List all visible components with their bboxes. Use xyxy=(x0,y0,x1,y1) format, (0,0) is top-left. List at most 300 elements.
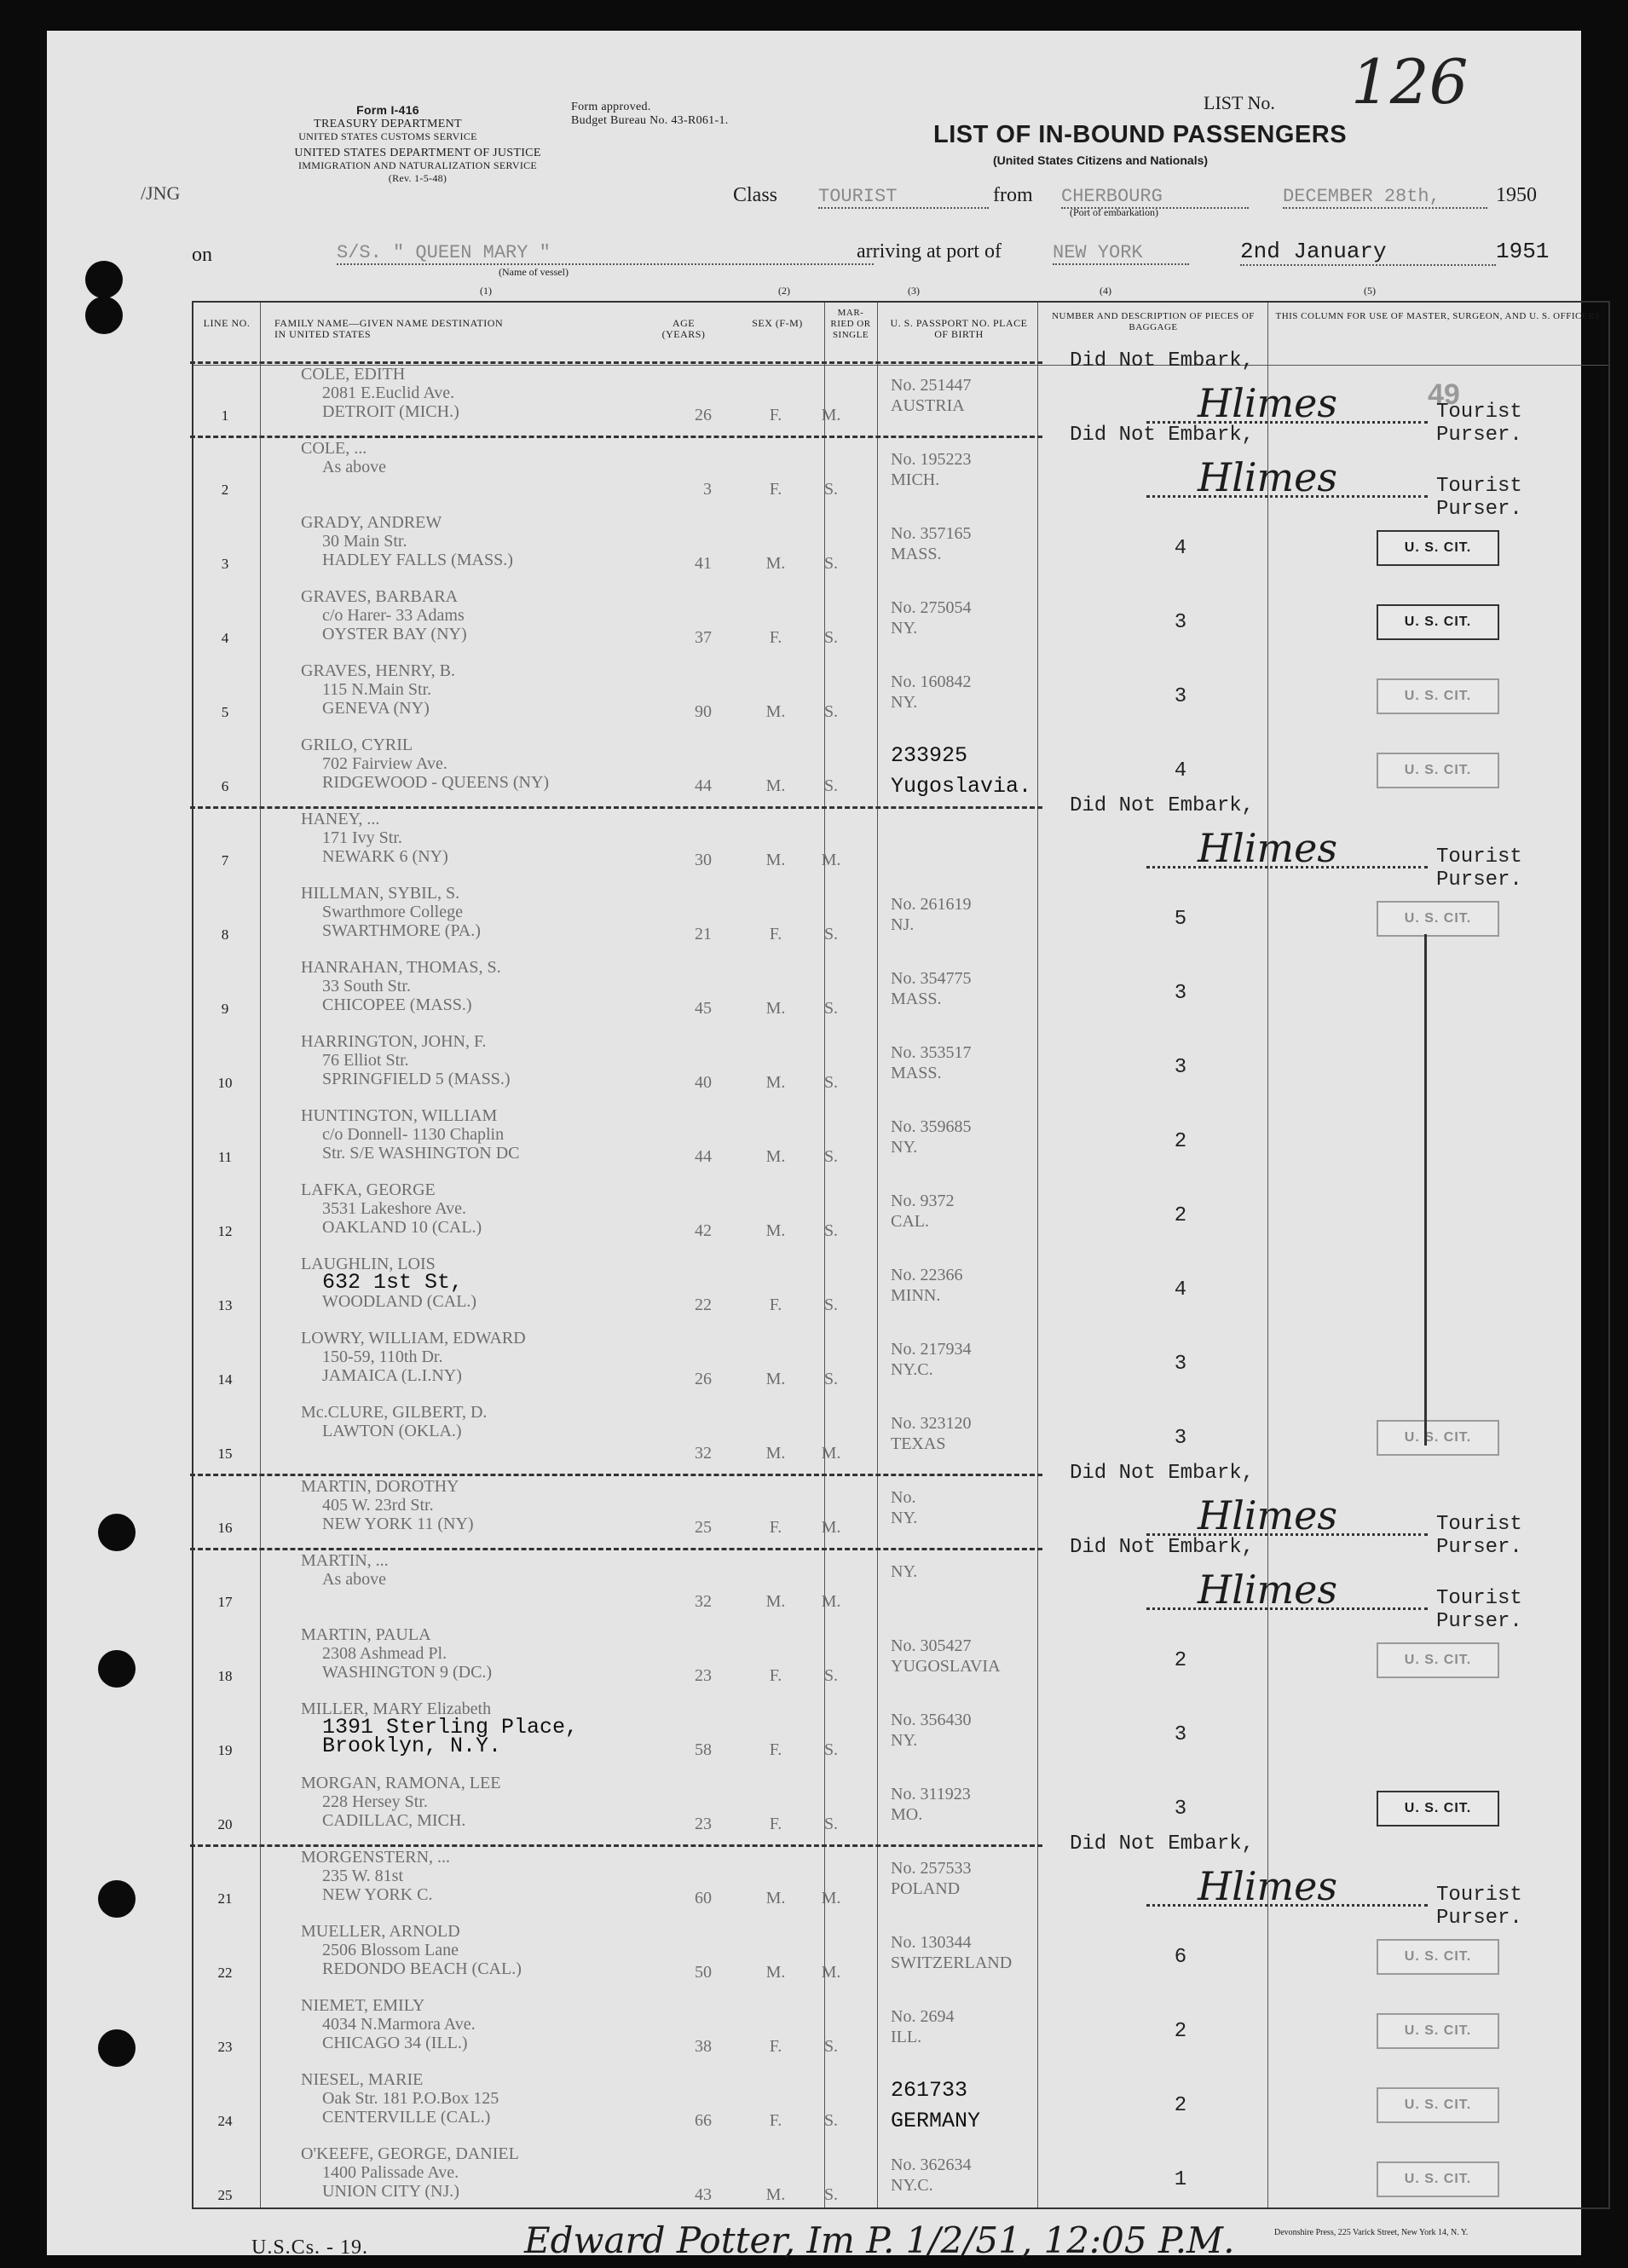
passenger-destination: NEW YORK C. xyxy=(322,1885,433,1904)
passenger-name: NIESEL, MARIE xyxy=(301,2070,424,2089)
place-of-birth: MICH. xyxy=(891,470,940,489)
from-value: CHERBOURG xyxy=(1061,186,1249,209)
sex-value: F. xyxy=(769,1518,782,1537)
passenger-address: 33 South Str. xyxy=(322,977,411,995)
passenger-name: LOWRY, WILLIAM, EDWARD xyxy=(301,1329,526,1348)
passenger-destination: As above xyxy=(322,458,386,476)
passenger-address: 1391 Sterling Place, xyxy=(322,1715,579,1740)
passenger-name-block xyxy=(301,1180,482,1237)
age-value: 60 xyxy=(695,1889,712,1907)
table-row xyxy=(192,2143,1607,2217)
arrival-year: 1951 xyxy=(1496,239,1550,264)
passenger-destination: CENTERVILLE (CAL.) xyxy=(322,2108,491,2127)
marital-value: M. xyxy=(821,1444,841,1463)
col-header-officers: THIS COLUMN FOR USE OF MASTER, SURGEON, AND U. S. OFFICERS xyxy=(1275,311,1601,321)
passenger-name-block xyxy=(301,2144,519,2201)
punch-hole xyxy=(85,297,123,334)
place-of-birth: NY. xyxy=(891,619,918,638)
age-value: 66 xyxy=(695,2111,712,2130)
age-value: 42 xyxy=(695,1221,712,1240)
baggage-count: 5 xyxy=(1174,908,1187,931)
strike-line xyxy=(190,436,1042,438)
line-number: 9 xyxy=(221,1001,229,1017)
baggage-count: 1 xyxy=(1174,2168,1187,2191)
passport-block xyxy=(891,597,971,638)
passenger-name: HARRINGTON, JOHN, F. xyxy=(301,1032,487,1051)
passenger-destination: Str. S/E WASHINGTON DC xyxy=(322,1144,520,1163)
vessel-label: (Name of vessel) xyxy=(499,266,569,278)
passenger-name-block xyxy=(301,1032,511,1088)
purser-title: Tourist Purser. xyxy=(1436,845,1522,892)
passport-number: No. 359685 xyxy=(891,1117,972,1136)
passenger-name: NIEMET, EMILY xyxy=(301,1996,425,2015)
baggage-count: 2 xyxy=(1174,2020,1187,2043)
line-number: 5 xyxy=(221,704,229,720)
passenger-name-block xyxy=(301,513,513,569)
passenger-address: 4034 N.Marmora Ave. xyxy=(322,2015,476,2034)
sex-value: F. xyxy=(769,1666,782,1685)
table-row xyxy=(192,660,1607,734)
passport-block xyxy=(891,894,971,935)
marital-value: M. xyxy=(821,1889,841,1907)
strike-line xyxy=(190,361,1042,364)
passenger-destination: OAKLAND 10 (CAL.) xyxy=(322,1218,482,1237)
strike-line xyxy=(190,1844,1042,1847)
place-of-birth: NY. xyxy=(891,1509,918,1527)
baggage-count: 2 xyxy=(1174,2094,1187,2117)
baggage-count: 3 xyxy=(1174,1353,1187,1376)
col-num-5: (5) xyxy=(1364,285,1376,297)
passenger-name-block xyxy=(301,884,481,940)
sex-value: M. xyxy=(765,1221,786,1240)
age-value: 50 xyxy=(695,1963,712,1982)
passenger-destination: UNION CITY (NJ.) xyxy=(322,2182,459,2201)
sex-value: F. xyxy=(769,480,782,499)
passenger-name-block xyxy=(301,365,459,421)
did-not-embark-note: Did Not Embark, xyxy=(1070,1462,1255,1485)
passport-number: No. 130344 xyxy=(891,1933,972,1952)
passport-number: No. 362634 xyxy=(891,2155,972,2174)
passenger-destination: CHICAGO 34 (ILL.) xyxy=(322,2034,468,2052)
passenger-name: MARTIN, ... xyxy=(301,1551,389,1570)
col-header-passport: U. S. PASSPORT NO. PLACE OF BIRTH xyxy=(890,317,1028,340)
place-of-birth: ILL. xyxy=(891,2028,922,2046)
baggage-count: 3 xyxy=(1174,1427,1187,1450)
place-of-birth: GERMANY xyxy=(891,2109,981,2133)
marital-value: S. xyxy=(823,702,839,721)
line-number: 10 xyxy=(217,1075,233,1091)
customs-label: UNITED STATES CUSTOMS SERVICE xyxy=(298,130,477,142)
did-not-embark-note: Did Not Embark, xyxy=(1070,424,1255,447)
class-value: TOURIST xyxy=(818,186,989,209)
punch-hole xyxy=(98,1514,136,1551)
passport-number: 233925 xyxy=(891,743,968,768)
clerk-initials: /JNG xyxy=(141,182,181,204)
passport-number: No. 261619 xyxy=(891,895,972,914)
sex-value: F. xyxy=(769,1815,782,1833)
passenger-destination: SPRINGFIELD 5 (MASS.) xyxy=(322,1070,511,1088)
table-row xyxy=(192,1536,1607,1633)
passport-block xyxy=(891,1265,962,1306)
passport-number: No. 22366 xyxy=(891,1266,963,1284)
age-value: 22 xyxy=(695,1296,712,1314)
age-value: 23 xyxy=(695,1815,712,1833)
col-num-3: (3) xyxy=(908,285,920,297)
passenger-address: 30 Main Str. xyxy=(322,532,407,551)
passenger-name-block xyxy=(301,1255,476,1311)
line-number: 19 xyxy=(217,1742,233,1758)
marital-value: M. xyxy=(821,1518,841,1537)
passport-number: No. xyxy=(891,1488,916,1507)
departure-year: 1950 xyxy=(1496,184,1537,206)
line-number: 8 xyxy=(221,926,229,943)
col-header-line: LINE NO. xyxy=(203,317,251,329)
line-number: 18 xyxy=(217,1668,233,1684)
sex-value: M. xyxy=(765,554,786,573)
baggage-count: 3 xyxy=(1174,1798,1187,1821)
purser-title: Tourist Purser. xyxy=(1436,1587,1522,1633)
place-of-birth: YUGOSLAVIA xyxy=(891,1657,1001,1676)
ins-label: IMMIGRATION AND NATURALIZATION SERVICE xyxy=(297,159,538,171)
passenger-name-block xyxy=(301,1477,474,1533)
marital-value: S. xyxy=(823,1815,839,1833)
passenger-name: MUELLER, ARNOLD xyxy=(301,1922,460,1941)
marital-value: S. xyxy=(823,480,839,499)
place-of-birth: NY. xyxy=(891,1138,918,1157)
age-value: 3 xyxy=(703,480,712,499)
passenger-name-block xyxy=(301,439,386,476)
passport-block xyxy=(891,1636,1001,1676)
passport-number: No. 217934 xyxy=(891,1340,972,1359)
table-row xyxy=(192,882,1607,956)
place-of-birth: SWITZERLAND xyxy=(891,1953,1013,1972)
marital-value: M. xyxy=(821,851,841,869)
marital-value: S. xyxy=(823,1296,839,1314)
marital-value: S. xyxy=(823,1740,839,1759)
us-citizen-stamp: U. S. CIT. xyxy=(1377,530,1499,566)
passenger-address: 632 1st St, xyxy=(322,1270,464,1295)
line-number: 17 xyxy=(217,1594,233,1610)
table-row xyxy=(192,1462,1607,1559)
passport-number: No. 354775 xyxy=(891,969,972,988)
line-number: 12 xyxy=(217,1223,233,1239)
sex-value: M. xyxy=(765,702,786,721)
table-row xyxy=(192,956,1607,1030)
passenger-destination: OYSTER BAY (NY) xyxy=(322,625,467,643)
passenger-name: GRILO, CYRIL xyxy=(301,736,413,754)
passenger-name: GRAVES, HENRY, B. xyxy=(301,661,455,680)
us-citizen-stamp: U. S. CIT. xyxy=(1377,753,1499,788)
purser-title: Tourist Purser. xyxy=(1436,1513,1522,1559)
place-of-birth: NY. xyxy=(891,1731,918,1750)
us-citizen-stamp: U. S. CIT. xyxy=(1377,901,1499,937)
passenger-destination: HADLEY FALLS (MASS.) xyxy=(322,551,513,569)
passport-number: No. 357165 xyxy=(891,524,972,543)
passenger-destination: LAWTON (OKLA.) xyxy=(322,1422,462,1440)
passenger-name: HUNTINGTON, WILLIAM xyxy=(301,1106,498,1125)
passport-block xyxy=(891,1858,971,1899)
passenger-name: MILLER, MARY Elizabeth xyxy=(301,1700,492,1718)
age-value: 37 xyxy=(695,628,712,647)
baggage-count: 6 xyxy=(1174,1946,1187,1969)
passenger-name-block xyxy=(301,736,549,792)
col-header-age: AGE (YEARS) xyxy=(661,317,706,340)
passenger-address: 2081 E.Euclid Ave. xyxy=(322,384,455,402)
passport-number: No. 311923 xyxy=(891,1785,971,1803)
marital-value: S. xyxy=(823,1147,839,1166)
sex-value: F. xyxy=(769,1740,782,1759)
table-row xyxy=(192,1179,1607,1253)
passenger-address: 1400 Palissade Ave. xyxy=(322,2163,459,2182)
form-approved: Form approved. xyxy=(571,101,651,113)
budget-bureau: Budget Bureau No. 43-R061-1. xyxy=(571,114,729,127)
passenger-name: COLE, EDITH xyxy=(301,365,406,384)
passenger-destination: GENEVA (NY) xyxy=(322,699,430,718)
treasury-label: TREASURY DEPARTMENT xyxy=(314,118,462,130)
line-number: 3 xyxy=(221,556,229,572)
passenger-address: 2308 Ashmead Pl. xyxy=(322,1644,447,1663)
did-not-embark-note: Did Not Embark, xyxy=(1070,1536,1255,1559)
place-of-birth: NY.C. xyxy=(891,1360,933,1379)
marital-value: S. xyxy=(823,999,839,1018)
place-of-birth: NY. xyxy=(891,1562,918,1581)
purser-signature: Hlimes xyxy=(1198,380,1337,426)
passenger-address: 115 N.Main Str. xyxy=(322,680,432,699)
sex-value: M. xyxy=(765,1963,786,1982)
form-page xyxy=(47,31,1601,2261)
purser-signature: Hlimes xyxy=(1198,825,1337,871)
departure-date: DECEMBER 28th, xyxy=(1283,186,1487,209)
age-value: 40 xyxy=(695,1073,712,1092)
baggage-count: 4 xyxy=(1174,759,1187,782)
punch-hole xyxy=(98,1650,136,1688)
table-row xyxy=(192,1624,1607,1698)
place-of-birth: MASS. xyxy=(891,1064,942,1082)
passport-block xyxy=(891,1487,917,1528)
passenger-address: 150-59, 110th Dr. xyxy=(322,1348,443,1366)
place-of-birth: POLAND xyxy=(891,1879,961,1898)
passport-number: No. 323120 xyxy=(891,1414,972,1433)
sex-value: M. xyxy=(765,851,786,869)
age-value: 32 xyxy=(695,1592,712,1611)
table-row xyxy=(192,349,1607,447)
line-number: 2 xyxy=(221,482,229,498)
passport-number: No. 251447 xyxy=(891,376,972,395)
age-value: 58 xyxy=(695,1740,712,1759)
passport-number: 261733 xyxy=(891,2078,968,2103)
inspector-signature: Edward Potter, Im P. 1/2/51, 12:05 P.M. xyxy=(524,2219,1235,2261)
passport-block xyxy=(891,1042,971,1083)
baggage-count: 2 xyxy=(1174,1130,1187,1153)
page-mark: 49 xyxy=(1428,378,1460,411)
passport-number: No. 353517 xyxy=(891,1043,972,1062)
did-not-embark-note: Did Not Embark, xyxy=(1070,1832,1255,1855)
sex-value: M. xyxy=(765,1147,786,1166)
place-of-birth: MASS. xyxy=(891,990,942,1008)
marital-value: S. xyxy=(823,1221,839,1240)
passport-block xyxy=(891,523,971,564)
age-value: 21 xyxy=(695,925,712,944)
passport-number: No. 9372 xyxy=(891,1192,955,1210)
passenger-name: Mc.CLURE, GILBERT, D. xyxy=(301,1403,488,1422)
passport-block xyxy=(891,2080,980,2132)
marital-value: S. xyxy=(823,776,839,795)
age-value: 90 xyxy=(695,702,712,721)
passenger-name: GRAVES, BARBARA xyxy=(301,587,459,606)
age-value: 30 xyxy=(695,851,712,869)
marital-value: M. xyxy=(821,1592,841,1611)
purser-signature: Hlimes xyxy=(1198,1567,1337,1613)
arrival-date: 2nd January xyxy=(1240,239,1496,266)
marital-value: S. xyxy=(823,925,839,944)
line-number: 11 xyxy=(217,1149,233,1165)
passenger-name: MORGENSTERN, ... xyxy=(301,1848,451,1867)
bracket-line xyxy=(1424,934,1427,1446)
marital-value: S. xyxy=(823,2037,839,2056)
us-citizen-stamp: U. S. CIT. xyxy=(1377,1642,1499,1678)
col-header-baggage: NUMBER AND DESCRIPTION OF PIECES OF BAGGAGE xyxy=(1052,311,1255,332)
line-number: 1 xyxy=(221,407,229,424)
passenger-address: Swarthmore College xyxy=(322,903,463,921)
passport-block xyxy=(891,375,971,416)
passport-number: No. 305427 xyxy=(891,1636,972,1655)
line-number: 15 xyxy=(217,1446,233,1462)
passport-number: No. 195223 xyxy=(891,450,972,469)
passenger-destination: DETROIT (MICH.) xyxy=(322,402,459,421)
sex-value: M. xyxy=(765,1073,786,1092)
age-value: 23 xyxy=(695,1666,712,1685)
table-row xyxy=(192,734,1607,808)
rev-label: (Rev. 1-5-48) xyxy=(388,172,447,184)
place-of-birth: Yugoslavia. xyxy=(891,774,1032,799)
on-label: on xyxy=(192,244,212,266)
passenger-destination: JAMAICA (L.I.NY) xyxy=(322,1366,462,1385)
passenger-name: LAUGHLIN, LOIS xyxy=(301,1255,436,1273)
passenger-name-block xyxy=(301,1996,476,2052)
passenger-address: Oak Str. 181 P.O.Box 125 xyxy=(322,2089,499,2108)
passenger-address: 235 W. 81st xyxy=(322,1867,404,1885)
punch-hole xyxy=(98,1880,136,1918)
baggage-count: 3 xyxy=(1174,685,1187,708)
age-value: 26 xyxy=(695,1370,712,1388)
passenger-name-block xyxy=(301,661,455,718)
form-title: LIST OF IN-BOUND PASSENGERS xyxy=(933,121,1348,148)
passenger-destination: SWARTHMORE (PA.) xyxy=(322,921,481,940)
baggage-count: 4 xyxy=(1174,1278,1187,1301)
sex-value: M. xyxy=(765,999,786,1018)
sex-value: F. xyxy=(769,2037,782,2056)
passport-block xyxy=(891,672,971,713)
passenger-name: HANRAHAN, THOMAS, S. xyxy=(301,958,501,977)
age-value: 45 xyxy=(695,999,712,1018)
passenger-name-block xyxy=(301,1625,492,1682)
baggage-count: 3 xyxy=(1174,1056,1187,1079)
passenger-destination: Brooklyn, N.Y. xyxy=(322,1734,502,1758)
marital-value: M. xyxy=(821,1963,841,1982)
us-citizen-stamp: U. S. CIT. xyxy=(1377,2161,1499,2197)
passport-block xyxy=(891,1413,971,1454)
passenger-name-block xyxy=(301,1106,520,1163)
passenger-destination: As above xyxy=(322,1570,386,1589)
us-citizen-stamp: U. S. CIT. xyxy=(1377,604,1499,640)
table-row xyxy=(192,511,1607,586)
place-of-birth: CAL. xyxy=(891,1212,929,1231)
purser-title: Tourist Purser. xyxy=(1436,1884,1522,1930)
line-number: 21 xyxy=(217,1890,233,1907)
sex-value: M. xyxy=(765,1889,786,1907)
passenger-name-block xyxy=(301,1551,389,1589)
passenger-name: HANEY, ... xyxy=(301,810,380,828)
us-citizen-stamp: U. S. CIT. xyxy=(1377,1420,1499,1456)
purser-signature: Hlimes xyxy=(1198,1863,1337,1909)
sex-value: F. xyxy=(769,628,782,647)
passenger-name: MARTIN, DOROTHY xyxy=(301,1477,459,1496)
us-citizen-stamp: U. S. CIT. xyxy=(1377,2013,1499,2049)
col-header-sex: SEX (F-M) xyxy=(752,317,803,329)
table-row xyxy=(192,2069,1607,2143)
marital-value: S. xyxy=(823,628,839,647)
table-row xyxy=(192,1698,1607,1772)
punch-hole xyxy=(85,261,123,298)
passport-block xyxy=(891,1117,971,1157)
passport-block xyxy=(891,1932,1012,1973)
place-of-birth: MINN. xyxy=(891,1286,941,1305)
table-row xyxy=(192,1832,1607,1930)
list-no-label: LIST No. xyxy=(1204,92,1275,113)
purser-signature: Hlimes xyxy=(1198,1492,1337,1538)
marital-value: M. xyxy=(821,406,841,424)
class-label: Class xyxy=(733,184,778,206)
purser-title: Tourist Purser. xyxy=(1436,401,1522,447)
baggage-count: 4 xyxy=(1174,537,1187,560)
age-value: 26 xyxy=(695,406,712,424)
marital-value: S. xyxy=(823,2185,839,2204)
purser-title: Tourist Purser. xyxy=(1436,475,1522,521)
age-value: 38 xyxy=(695,2037,712,2056)
age-value: 41 xyxy=(695,554,712,573)
sex-value: M. xyxy=(765,1444,786,1463)
age-value: 44 xyxy=(695,1147,712,1166)
passenger-name-block xyxy=(301,1329,526,1385)
sex-value: M. xyxy=(765,2185,786,2204)
passenger-name: MORGAN, RAMONA, LEE xyxy=(301,1774,501,1792)
passport-block xyxy=(891,1561,917,1582)
age-value: 25 xyxy=(695,1518,712,1537)
passenger-name-block xyxy=(301,810,448,866)
line-number: 6 xyxy=(221,778,229,794)
col-header-name: FAMILY NAME—GIVEN NAME DESTINATION IN UNITED STATES xyxy=(274,317,504,340)
vessel-name: S/S. " QUEEN MARY " xyxy=(337,242,874,265)
marital-value: S. xyxy=(823,2111,839,2130)
passenger-name: COLE, ... xyxy=(301,439,367,458)
line-number: 23 xyxy=(217,2039,233,2055)
table-row xyxy=(192,1401,1607,1475)
table-row xyxy=(192,1327,1607,1401)
passport-number: No. 275054 xyxy=(891,598,972,617)
age-value: 32 xyxy=(695,1444,712,1463)
passenger-name-block xyxy=(301,1700,578,1756)
passenger-name-block xyxy=(301,1403,487,1440)
passenger-address: 171 Ivy Str. xyxy=(322,828,402,847)
passport-block xyxy=(891,2155,971,2196)
place-of-birth: MASS. xyxy=(891,545,942,563)
passenger-destination: RIDGEWOOD - QUEENS (NY) xyxy=(322,773,550,792)
table-row xyxy=(192,1994,1607,2069)
age-value: 44 xyxy=(695,776,712,795)
strike-line xyxy=(190,806,1042,809)
table-row xyxy=(192,1772,1607,1846)
did-not-embark-note: Did Not Embark, xyxy=(1070,349,1255,372)
